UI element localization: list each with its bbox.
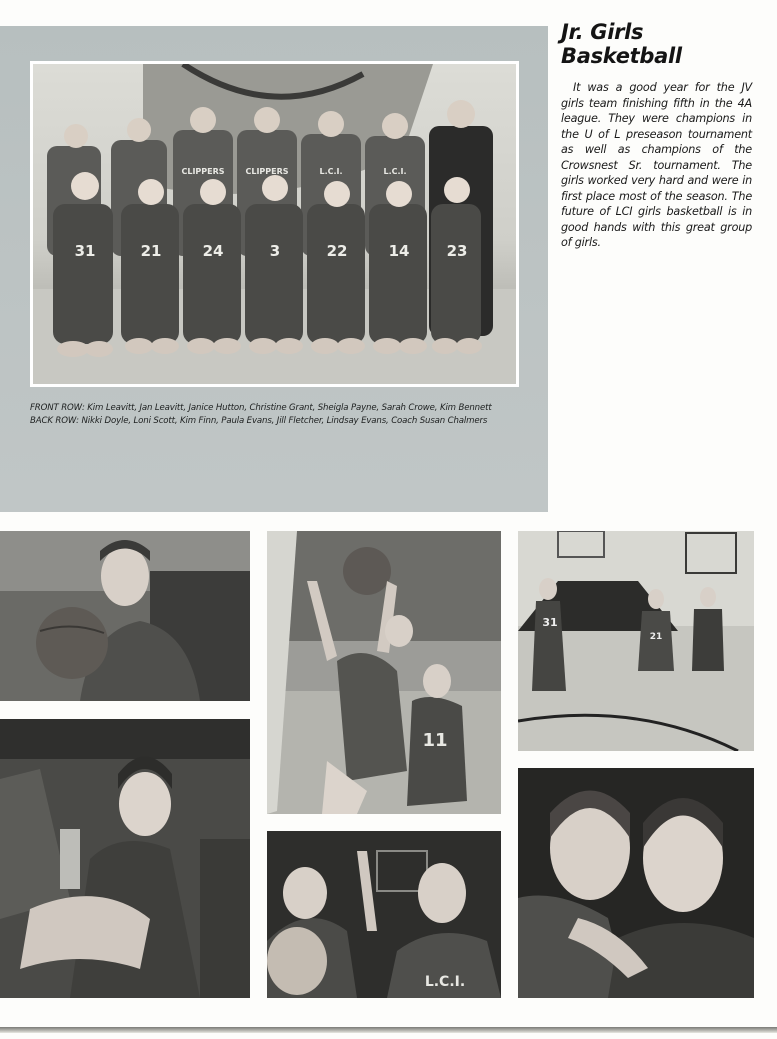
jersey-number: 31 [74, 242, 96, 260]
title-line: Basketball [561, 44, 682, 68]
title-line: Jr. Girls [561, 20, 644, 44]
action-photo-bench [0, 719, 250, 998]
jersey-number: 24 [202, 242, 224, 260]
page-title [561, 20, 771, 68]
team-photo [33, 64, 516, 384]
action-photo-two-smiling-players [518, 768, 754, 998]
svg-text:31: 31 [542, 616, 558, 629]
article-body: It was a good year for the JV girls team finishing fifth in the 4A league. They were champions in the U of L preseason tournament as well as champions of the Crowsnest Sr. tournament. The girls worked very hard and were in first place most of the season. The future of LCI girls basketball is in good hands with this great group of girls. [561, 81, 752, 249]
action-photo-free-throw [518, 531, 754, 751]
svg-text:11: 11 [422, 730, 448, 751]
svg-text:21: 21 [649, 632, 663, 642]
team-photo-illustration [33, 64, 516, 384]
caption-front-row: FRONT ROW: Kim Leavitt, Jan Leavitt, Janice Hutton, Christine Grant, Sheigla Payne, Sarah Crowe, Kim Bennett [30, 403, 492, 413]
svg-text:L.C.I.: L.C.I. [424, 974, 466, 990]
action-photo-player-with-ball [0, 531, 250, 701]
jersey-number: 21 [140, 242, 162, 260]
caption-back-row: BACK ROW: Nikki Doyle, Loni Scott, Kim Finn, Paula Evans, Jill Fletcher, Lindsay Evans, Coach Susan Chalmers [30, 416, 488, 426]
team-photo-caption [30, 402, 530, 428]
action-photo-rebound [267, 831, 501, 998]
page-edge-shadow [0, 1027, 777, 1033]
action-photo-jump-shot [267, 531, 501, 814]
jersey-number: 14 [388, 242, 410, 260]
jersey-number: 22 [326, 242, 348, 260]
jersey-text: CLIPPERS [181, 167, 225, 176]
team-photo-panel [0, 26, 548, 512]
jersey-text: L.C.I. [319, 167, 343, 176]
jersey-number: 3 [269, 242, 281, 260]
jersey-text: L.C.I. [383, 167, 407, 176]
jersey-number: 23 [446, 242, 468, 260]
jersey-text: CLIPPERS [245, 167, 289, 176]
team-photo-frame [30, 61, 519, 387]
